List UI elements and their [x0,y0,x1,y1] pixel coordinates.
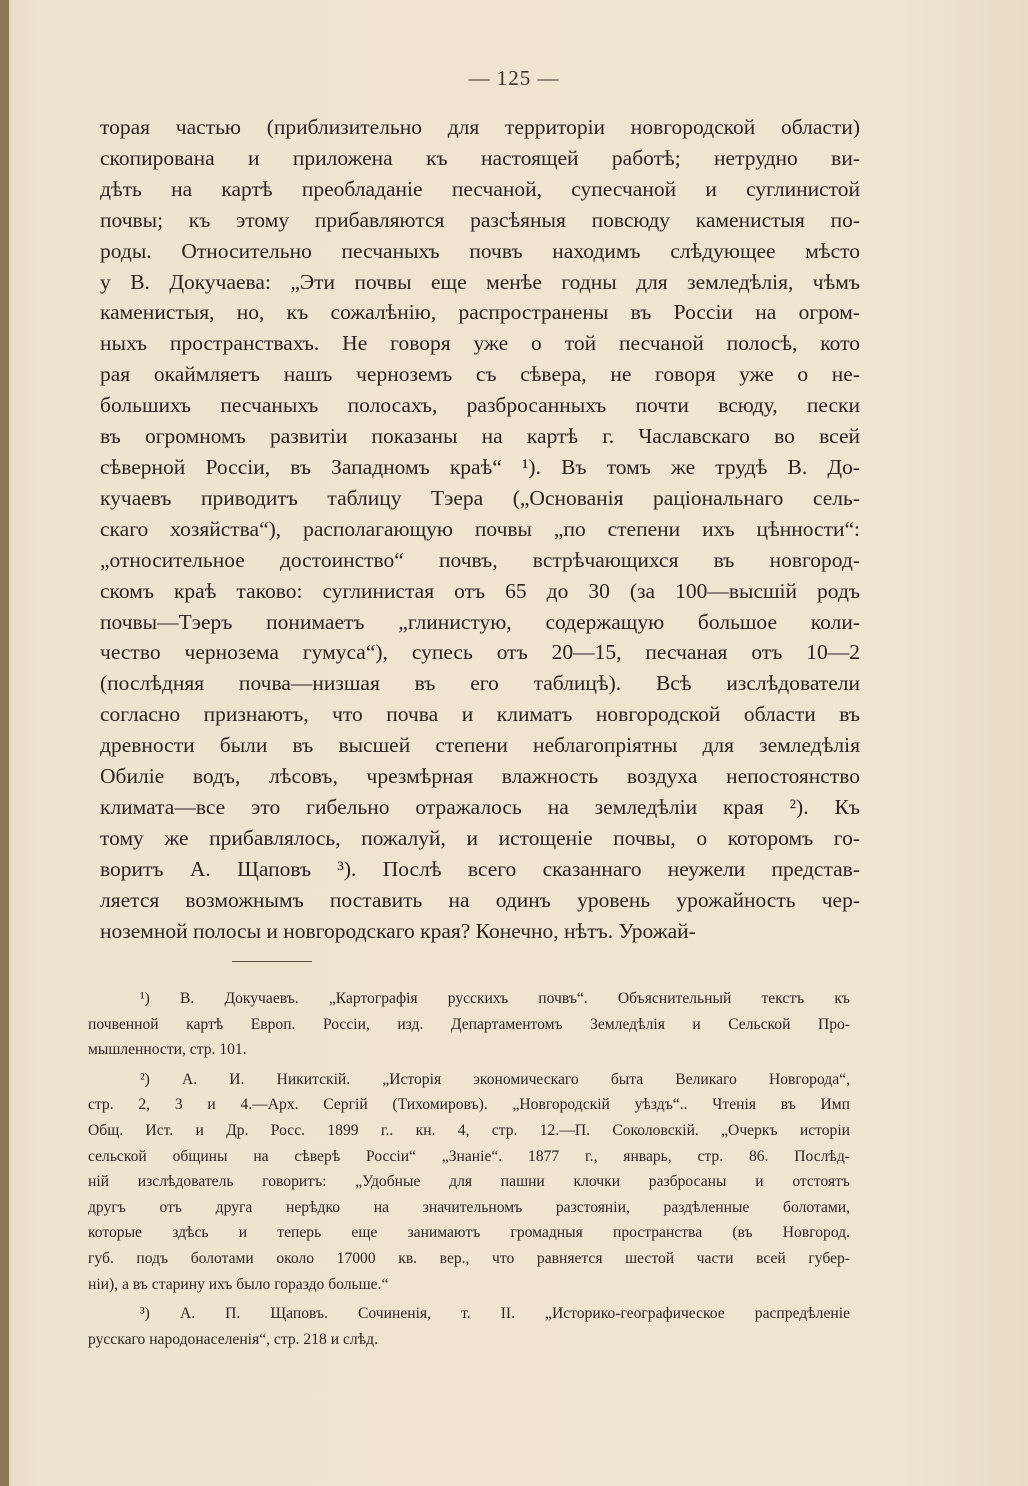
text-line: климата—все это гибельно отражалось на земледѣліи края ²). Къ [100,794,860,819]
text-line: согласно признаютъ, что почва и климатъ новгородской области въ [100,702,860,727]
text-line: скомъ краѣ таково: суглинистая отъ 65 до 30 (за 100—высшій родъ [100,578,860,603]
text-line: древности были въ высшей степени неблагопріятны для земледѣлія [100,733,860,758]
text-line: у В. Докучаева: „Эти почвы еще менѣе годны для земледѣлія, чѣмъ [100,269,860,294]
footnote-line: ніи), а въ старину ихъ было гораздо больше.“ [88,1275,389,1293]
footnote-line: губ. подъ болотами около 17000 кв. вер., что равняется шестой части всей губер- [88,1249,850,1267]
text-line: дѣть на картѣ преобладаніе песчаной, супесчаной и суглинистой [100,176,860,201]
text-line: скаго хозяйства“), располагающую почвы „по степени ихъ цѣнности“: [100,516,860,541]
footnote-line: ³) А. П. Щаповъ. Сочиненія, т. II. „Историко-географическое распредѣленіе [140,1305,850,1323]
text-line: въ огромномъ развитіи показаны на картѣ г. Чаславскаго во всей [100,424,860,449]
footnote-line: ¹) В. Докучаевъ. „Картографія русскихъ почвъ“. Объяснительный текстъ къ [140,990,850,1007]
text-line: кучаевъ приводитъ таблицу Тэера („Основанія раціональнаго сель- [100,485,860,510]
text-line: ноземной полосы и новгородскаго края? Конечно, нѣтъ. Урожай- [100,918,696,943]
footnote-line: другъ отъ друга нерѣдко на значительномъ разстояніи, раздѣленные болотами, [88,1198,850,1216]
text-line: сѣверной Россіи, въ Западномъ краѣ“ ¹). Въ томъ же трудѣ В. До- [100,454,860,479]
footnote-divider [232,961,312,962]
footnote-line: русскаго народонаселенія“, стр. 218 и слѣд. [88,1330,378,1348]
text-line: чество чернозема гумуса“), супесь отъ 20—15, песчаная отъ 10—2 [100,640,860,665]
text-line: торая частью (приблизительно для территоріи новгородской области) [100,115,860,139]
footnote-line: сельской общины на сѣверѣ Россіи“ „Знаніе“. 1877 г., январь, стр. 86. Послѣд- [88,1147,850,1165]
footnote-3 [88,1301,850,1352]
footnote-line: ній изслѣдователь говоритъ: „Удобные для пашни клочки разбросаны и отстоятъ [88,1173,850,1191]
text-line: скопирована и приложена къ настоящей работѣ; нетрудно ви- [100,145,860,170]
text-line: ляется возможнымъ поставить на одинъ уровень урожайность чер- [100,887,860,912]
text-line: большихъ песчаныхъ полосахъ, разбросанныхъ почти всюду, пески [100,393,860,418]
text-line: почвы—Тэеръ понимаетъ „глинистую, содержащую большое коли- [100,609,860,634]
footnote-line: Общ. Ист. и Др. Росс. 1899 г.. кн. 4, стр. 12.—П. Соколовскій. „Очеркъ исторіи [88,1121,850,1139]
text-line: почвы; къ этому прибавляются разсѣяныя повсюду каменистыя по- [100,207,860,232]
text-line: рая окаймляетъ нашъ черноземъ съ сѣвера, не говоря уже о не- [100,362,860,387]
footnote-2 [88,1067,850,1297]
text-line: роды. Относительно песчаныхъ почвъ находимъ слѣдующее мѣсто [100,238,860,263]
text-line: тому же прибавлялось, пожалуй, и истощеніе почвы, о которомъ го- [100,825,860,850]
main-text [100,112,860,946]
text-line: (послѣдняя почва—низшая въ его таблицѣ). Всѣ изслѣдователи [100,671,860,696]
footnote-line: почвенной картѣ Европ. Россіи, изд. Департаментомъ Земледѣлія и Сельской Про- [88,1015,850,1033]
footnote-line: ²) А. И. Никитскій. „Исторія экономическаго быта Великаго Новгорода“, [140,1070,850,1088]
page-number: — 125 — [468,66,560,90]
text-line: ныхъ пространствахъ. Не говоря уже о той песчаной полосѣ, кото [100,331,860,356]
footnote-line: стр. 2, 3 и 4.—Арх. Сергій (Тихомировъ). „Новгородскій уѣздъ“.. Чтенія въ Имп [88,1096,850,1114]
footnote-line: мышленности, стр. 101. [88,1041,247,1059]
page-binding-edge [0,0,9,1486]
text-line: воритъ А. Щаповъ ³). Послѣ всего сказаннаго неужели представ- [100,856,860,881]
text-line: Обиліе водъ, лѣсовъ, чрезмѣрная влажность воздуха непостоянство [100,764,860,789]
text-line: „относительное достоинство“ почвъ, встрѣчающихся въ новгород- [100,547,860,572]
footnote-1 [88,986,850,1063]
footnotes [88,986,850,1352]
footnote-line: которые здѣсь и теперь еще занимаютъ громадныя пространства (въ Новгород. [88,1224,850,1242]
text-line: каменистыя, но, къ сожалѣнію, распространены въ Россіи на огром- [100,300,860,325]
